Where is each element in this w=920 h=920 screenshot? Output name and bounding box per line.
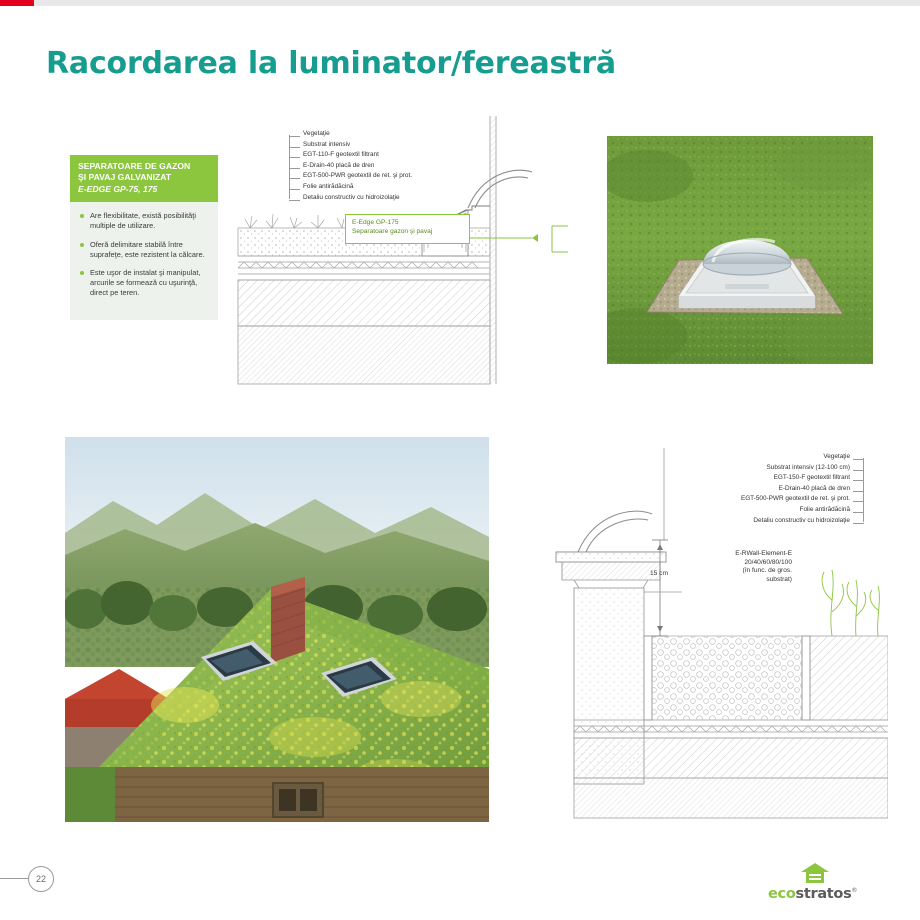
info-box-heading-line1: SEPARATOARE DE GAZON bbox=[78, 161, 191, 171]
legend-item: EGT-150-F geotextil filtrant bbox=[620, 475, 864, 486]
photo-green-roof-house bbox=[65, 437, 489, 822]
logo-tm: ® bbox=[851, 887, 858, 895]
legend-item: Folie antirădăcină bbox=[620, 507, 864, 518]
logo-eco: eco bbox=[768, 886, 796, 902]
list-item: Oferă delimitare stabilă între suprafeţe, este rezistent la călcare. bbox=[79, 240, 209, 260]
info-box bbox=[70, 155, 218, 320]
logo-stratos: stratos bbox=[795, 886, 852, 902]
photo-skylight-image bbox=[607, 136, 873, 364]
list-item: Este uşor de instalat şi manipulat, arcurile se formează cu uşurinţă, direct pe teren. bbox=[79, 268, 209, 298]
logo-wordmark bbox=[768, 886, 886, 902]
legend-item: Vegetaţie bbox=[620, 454, 864, 465]
footer-rule bbox=[0, 878, 28, 879]
callout-tag-line1: E-Edge GP-175 bbox=[352, 219, 399, 226]
diagram-top-legend bbox=[289, 131, 489, 205]
legend-item: EGT-500-PWR geotextil de ret. şi prot. bbox=[620, 496, 864, 507]
brand-logo bbox=[768, 862, 886, 902]
top-rule bbox=[0, 0, 920, 6]
info-box-list bbox=[70, 202, 218, 298]
legend-item: Detaliu constructiv cu hidroizolaţie bbox=[289, 195, 489, 206]
top-rule-accent bbox=[0, 0, 34, 6]
legend-item: Substrat intensiv (12-100 cm) bbox=[620, 465, 864, 476]
legend-item: Substrat intensiv bbox=[289, 142, 489, 153]
erwall-line3: (în func. de gros. bbox=[742, 567, 792, 575]
legend-item: EGT-500-PWR geotextil de ret. şi prot. bbox=[289, 173, 489, 184]
photo-green-roof-house-image bbox=[65, 437, 489, 822]
legend-item: EGT-110-F geotextil filtrant bbox=[289, 152, 489, 163]
erwall-line4: substrat) bbox=[766, 575, 792, 583]
erwall-element-label bbox=[684, 550, 792, 584]
page-title: Racordarea la luminator/fereastră bbox=[46, 46, 616, 81]
info-box-header bbox=[70, 155, 218, 202]
legend-item: Detaliu constructiv cu hidroizolaţie bbox=[620, 518, 864, 529]
diagram-top-callout-tag bbox=[345, 214, 470, 244]
erwall-line1: E-RWall-Element-E bbox=[735, 550, 792, 557]
info-box-heading-sub: E-EDGE GP-75, 175 bbox=[78, 184, 158, 194]
photo-skylight bbox=[607, 136, 873, 364]
legend-item: E-Drain-40 placă de dren bbox=[620, 486, 864, 497]
logo-mark-icon bbox=[800, 862, 830, 884]
info-box-heading-line2: ŞI PAVAJ GALVANIZAT bbox=[78, 172, 172, 182]
legend-item: Vegetaţie bbox=[289, 131, 489, 142]
page-number: 22 bbox=[28, 866, 54, 892]
legend-item: Folie antirădăcină bbox=[289, 184, 489, 195]
erwall-line2: 20/40/60/80/100 bbox=[744, 558, 792, 566]
callout-tag-line2: Separatoare gazon şi pavaj bbox=[352, 227, 433, 235]
dimension-label-15cm: 15 cm bbox=[650, 570, 668, 577]
diagram-bottom-legend bbox=[620, 454, 864, 528]
list-item: Are flexibilitate, există posibilităţi multiple de utilizare. bbox=[79, 211, 209, 231]
legend-item: E-Drain-40 placă de dren bbox=[289, 163, 489, 174]
